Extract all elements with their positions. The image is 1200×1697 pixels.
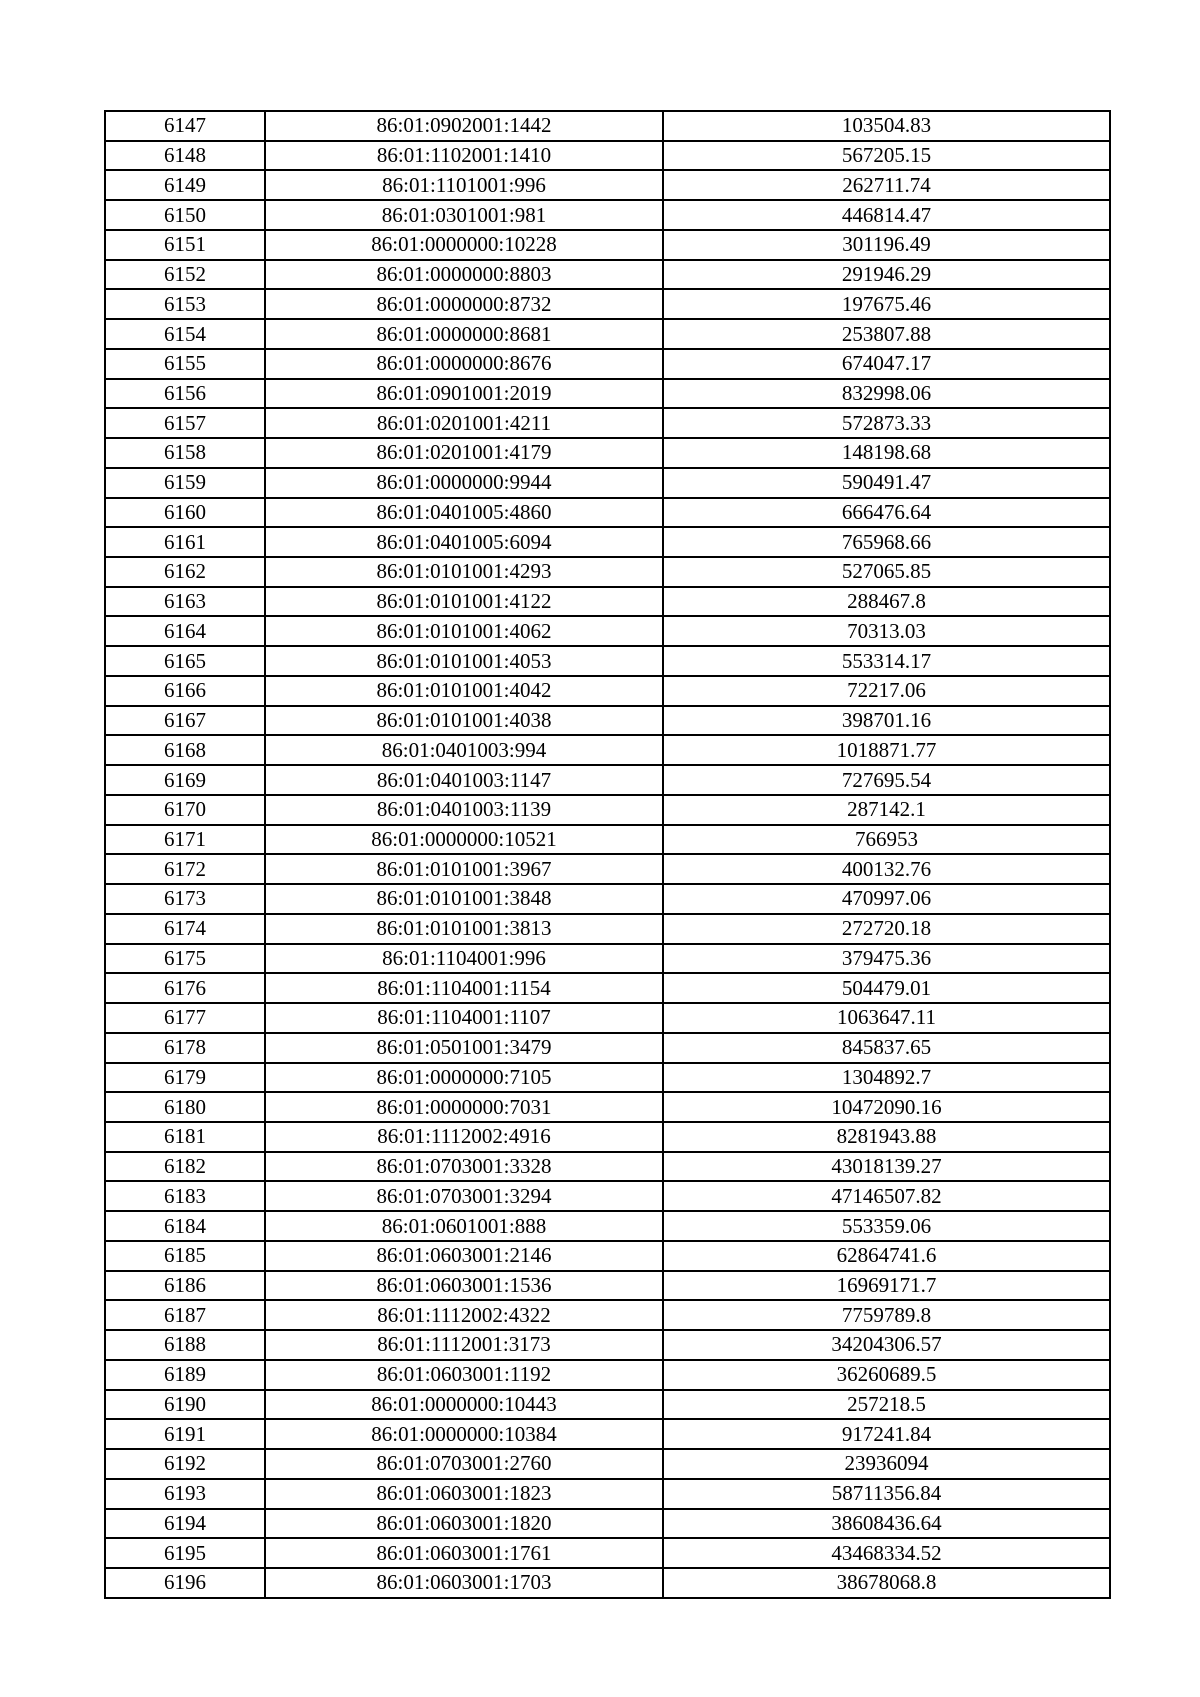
value-cell: 253807.88: [663, 319, 1110, 349]
row-number-cell: 6184: [105, 1211, 265, 1241]
value-cell: 400132.76: [663, 854, 1110, 884]
value-cell: 262711.74: [663, 170, 1110, 200]
value-cell: 34204306.57: [663, 1330, 1110, 1360]
value-cell: 572873.33: [663, 408, 1110, 438]
value-cell: 148198.68: [663, 438, 1110, 468]
table-row: [105, 884, 1110, 914]
value-cell: 43018139.27: [663, 1152, 1110, 1182]
table-row: [105, 587, 1110, 617]
row-number-cell: 6156: [105, 379, 265, 409]
table-row: [105, 1211, 1110, 1241]
row-number-cell: 6187: [105, 1300, 265, 1330]
table-row: [105, 1330, 1110, 1360]
value-cell: 590491.47: [663, 468, 1110, 498]
row-number-cell: 6161: [105, 527, 265, 557]
cadastral-number-cell: 86:01:0703001:3294: [265, 1181, 663, 1211]
cadastral-number-cell: 86:01:0000000:10384: [265, 1419, 663, 1449]
table-row: [105, 706, 1110, 736]
cadastral-number-cell: 86:01:0401003:1147: [265, 765, 663, 795]
value-cell: 504479.01: [663, 973, 1110, 1003]
row-number-cell: 6172: [105, 854, 265, 884]
row-number-cell: 6150: [105, 200, 265, 230]
table-row: [105, 1092, 1110, 1122]
row-number-cell: 6168: [105, 735, 265, 765]
row-number-cell: 6155: [105, 349, 265, 379]
value-cell: 197675.46: [663, 289, 1110, 319]
cadastral-number-cell: 86:01:0703001:3328: [265, 1152, 663, 1182]
table-row: [105, 765, 1110, 795]
table-row: [105, 260, 1110, 290]
cadastral-number-cell: 86:01:0101001:4122: [265, 587, 663, 617]
table-row: [105, 825, 1110, 855]
value-cell: 1063647.11: [663, 1003, 1110, 1033]
row-number-cell: 6185: [105, 1241, 265, 1271]
row-number-cell: 6164: [105, 616, 265, 646]
cadastral-number-cell: 86:01:0703001:2760: [265, 1449, 663, 1479]
row-number-cell: 6159: [105, 468, 265, 498]
cadastral-number-cell: 86:01:1102001:1410: [265, 141, 663, 171]
cadastral-number-cell: 86:01:0101001:4053: [265, 646, 663, 676]
table-row: [105, 379, 1110, 409]
row-number-cell: 6154: [105, 319, 265, 349]
cadastral-number-cell: 86:01:0000000:8681: [265, 319, 663, 349]
table-row: [105, 349, 1110, 379]
cadastral-number-cell: 86:01:0603001:2146: [265, 1241, 663, 1271]
table-row: [105, 616, 1110, 646]
row-number-cell: 6190: [105, 1390, 265, 1420]
value-cell: 43468334.52: [663, 1538, 1110, 1568]
table-row: [105, 1033, 1110, 1063]
cadastral-number-cell: 86:01:0000000:8803: [265, 260, 663, 290]
table-row: [105, 230, 1110, 260]
value-cell: 553314.17: [663, 646, 1110, 676]
cadastral-number-cell: 86:01:0902001:1442: [265, 111, 663, 141]
row-number-cell: 6166: [105, 676, 265, 706]
table-row: [105, 468, 1110, 498]
value-cell: 288467.8: [663, 587, 1110, 617]
row-number-cell: 6176: [105, 973, 265, 1003]
cadastral-number-cell: 86:01:0201001:4179: [265, 438, 663, 468]
cadastral-number-cell: 86:01:0101001:3848: [265, 884, 663, 914]
value-cell: 1304892.7: [663, 1063, 1110, 1093]
table-body: [105, 111, 1110, 1598]
value-cell: 845837.65: [663, 1033, 1110, 1063]
table-row: [105, 319, 1110, 349]
row-number-cell: 6173: [105, 884, 265, 914]
value-cell: 23936094: [663, 1449, 1110, 1479]
table-row: [105, 498, 1110, 528]
row-number-cell: 6158: [105, 438, 265, 468]
value-cell: 103504.83: [663, 111, 1110, 141]
value-cell: 16969171.7: [663, 1271, 1110, 1301]
row-number-cell: 6165: [105, 646, 265, 676]
cadastral-number-cell: 86:01:0601001:888: [265, 1211, 663, 1241]
cadastral-number-cell: 86:01:0000000:10443: [265, 1390, 663, 1420]
row-number-cell: 6191: [105, 1419, 265, 1449]
table-row: [105, 1122, 1110, 1152]
table-row: [105, 914, 1110, 944]
row-number-cell: 6151: [105, 230, 265, 260]
table-row: [105, 1181, 1110, 1211]
value-cell: 47146507.82: [663, 1181, 1110, 1211]
value-cell: 58711356.84: [663, 1479, 1110, 1509]
row-number-cell: 6171: [105, 825, 265, 855]
value-cell: 917241.84: [663, 1419, 1110, 1449]
cadastral-number-cell: 86:01:0000000:7031: [265, 1092, 663, 1122]
row-number-cell: 6186: [105, 1271, 265, 1301]
cadastral-number-cell: 86:01:0101001:3813: [265, 914, 663, 944]
table-row: [105, 1509, 1110, 1539]
cadastral-number-cell: 86:01:0201001:4211: [265, 408, 663, 438]
value-cell: 7759789.8: [663, 1300, 1110, 1330]
value-cell: 766953: [663, 825, 1110, 855]
row-number-cell: 6149: [105, 170, 265, 200]
cadastral-value-table: [104, 110, 1111, 1599]
cadastral-number-cell: 86:01:0101001:3967: [265, 854, 663, 884]
row-number-cell: 6192: [105, 1449, 265, 1479]
value-cell: 832998.06: [663, 379, 1110, 409]
table-row: [105, 973, 1110, 1003]
table-row: [105, 1300, 1110, 1330]
value-cell: 8281943.88: [663, 1122, 1110, 1152]
value-cell: 62864741.6: [663, 1241, 1110, 1271]
cadastral-number-cell: 86:01:0603001:1820: [265, 1509, 663, 1539]
cadastral-number-cell: 86:01:0401005:6094: [265, 527, 663, 557]
cadastral-number-cell: 86:01:0603001:1761: [265, 1538, 663, 1568]
table-row: [105, 1449, 1110, 1479]
value-cell: 553359.06: [663, 1211, 1110, 1241]
row-number-cell: 6181: [105, 1122, 265, 1152]
table-row: [105, 200, 1110, 230]
value-cell: 291946.29: [663, 260, 1110, 290]
value-cell: 765968.66: [663, 527, 1110, 557]
table-row: [105, 646, 1110, 676]
value-cell: 470997.06: [663, 884, 1110, 914]
value-cell: 527065.85: [663, 557, 1110, 587]
cadastral-number-cell: 86:01:0301001:981: [265, 200, 663, 230]
row-number-cell: 6175: [105, 944, 265, 974]
table-row: [105, 676, 1110, 706]
table-row: [105, 1271, 1110, 1301]
cadastral-number-cell: 86:01:1104001:1107: [265, 1003, 663, 1033]
table-row: [105, 1538, 1110, 1568]
cadastral-number-cell: 86:01:0401003:1139: [265, 795, 663, 825]
value-cell: 1018871.77: [663, 735, 1110, 765]
value-cell: 398701.16: [663, 706, 1110, 736]
cadastral-number-cell: 86:01:1112001:3173: [265, 1330, 663, 1360]
cadastral-number-cell: 86:01:0401003:994: [265, 735, 663, 765]
table-row: [105, 795, 1110, 825]
cadastral-number-cell: 86:01:0603001:1536: [265, 1271, 663, 1301]
cadastral-number-cell: 86:01:1104001:1154: [265, 973, 663, 1003]
table-row: [105, 944, 1110, 974]
row-number-cell: 6177: [105, 1003, 265, 1033]
row-number-cell: 6148: [105, 141, 265, 171]
cadastral-number-cell: 86:01:0901001:2019: [265, 379, 663, 409]
table-row: [105, 527, 1110, 557]
cadastral-number-cell: 86:01:0000000:8676: [265, 349, 663, 379]
cadastral-number-cell: 86:01:0000000:8732: [265, 289, 663, 319]
cadastral-number-cell: 86:01:0101001:4038: [265, 706, 663, 736]
row-number-cell: 6153: [105, 289, 265, 319]
row-number-cell: 6183: [105, 1181, 265, 1211]
row-number-cell: 6169: [105, 765, 265, 795]
row-number-cell: 6189: [105, 1360, 265, 1390]
row-number-cell: 6196: [105, 1568, 265, 1598]
row-number-cell: 6160: [105, 498, 265, 528]
table-row: [105, 1479, 1110, 1509]
cadastral-number-cell: 86:01:0603001:1192: [265, 1360, 663, 1390]
row-number-cell: 6180: [105, 1092, 265, 1122]
row-number-cell: 6152: [105, 260, 265, 290]
table-row: [105, 1419, 1110, 1449]
table-row: [105, 170, 1110, 200]
table-row: [105, 141, 1110, 171]
value-cell: 287142.1: [663, 795, 1110, 825]
cadastral-number-cell: 86:01:0101001:4293: [265, 557, 663, 587]
cadastral-number-cell: 86:01:0000000:10228: [265, 230, 663, 260]
row-number-cell: 6167: [105, 706, 265, 736]
value-cell: 674047.17: [663, 349, 1110, 379]
cadastral-number-cell: 86:01:0501001:3479: [265, 1033, 663, 1063]
row-number-cell: 6162: [105, 557, 265, 587]
table-row: [105, 408, 1110, 438]
row-number-cell: 6174: [105, 914, 265, 944]
value-cell: 567205.15: [663, 141, 1110, 171]
row-number-cell: 6178: [105, 1033, 265, 1063]
table-row: [105, 1568, 1110, 1598]
value-cell: 446814.47: [663, 200, 1110, 230]
row-number-cell: 6179: [105, 1063, 265, 1093]
value-cell: 272720.18: [663, 914, 1110, 944]
cadastral-number-cell: 86:01:0401005:4860: [265, 498, 663, 528]
cadastral-number-cell: 86:01:1104001:996: [265, 944, 663, 974]
row-number-cell: 6170: [105, 795, 265, 825]
table-row: [105, 438, 1110, 468]
cadastral-number-cell: 86:01:0101001:4042: [265, 676, 663, 706]
value-cell: 666476.64: [663, 498, 1110, 528]
table-row: [105, 111, 1110, 141]
value-cell: 301196.49: [663, 230, 1110, 260]
row-number-cell: 6188: [105, 1330, 265, 1360]
cadastral-number-cell: 86:01:0000000:10521: [265, 825, 663, 855]
table-row: [105, 735, 1110, 765]
row-number-cell: 6193: [105, 1479, 265, 1509]
cadastral-number-cell: 86:01:0000000:9944: [265, 468, 663, 498]
table-row: [105, 1360, 1110, 1390]
value-cell: 38678068.8: [663, 1568, 1110, 1598]
table-row: [105, 1152, 1110, 1182]
row-number-cell: 6147: [105, 111, 265, 141]
cadastral-number-cell: 86:01:0101001:4062: [265, 616, 663, 646]
value-cell: 70313.03: [663, 616, 1110, 646]
table-row: [105, 854, 1110, 884]
value-cell: 72217.06: [663, 676, 1110, 706]
table-row: [105, 1003, 1110, 1033]
row-number-cell: 6157: [105, 408, 265, 438]
row-number-cell: 6182: [105, 1152, 265, 1182]
row-number-cell: 6195: [105, 1538, 265, 1568]
table-row: [105, 1390, 1110, 1420]
value-cell: 257218.5: [663, 1390, 1110, 1420]
table-row: [105, 289, 1110, 319]
value-cell: 36260689.5: [663, 1360, 1110, 1390]
value-cell: 10472090.16: [663, 1092, 1110, 1122]
table-row: [105, 1241, 1110, 1271]
row-number-cell: 6194: [105, 1509, 265, 1539]
value-cell: 379475.36: [663, 944, 1110, 974]
row-number-cell: 6163: [105, 587, 265, 617]
value-cell: 727695.54: [663, 765, 1110, 795]
cadastral-number-cell: 86:01:1112002:4322: [265, 1300, 663, 1330]
cadastral-number-cell: 86:01:0603001:1823: [265, 1479, 663, 1509]
table-row: [105, 557, 1110, 587]
value-cell: 38608436.64: [663, 1509, 1110, 1539]
cadastral-number-cell: 86:01:0603001:1703: [265, 1568, 663, 1598]
table-row: [105, 1063, 1110, 1093]
cadastral-number-cell: 86:01:1101001:996: [265, 170, 663, 200]
cadastral-number-cell: 86:01:0000000:7105: [265, 1063, 663, 1093]
cadastral-number-cell: 86:01:1112002:4916: [265, 1122, 663, 1152]
